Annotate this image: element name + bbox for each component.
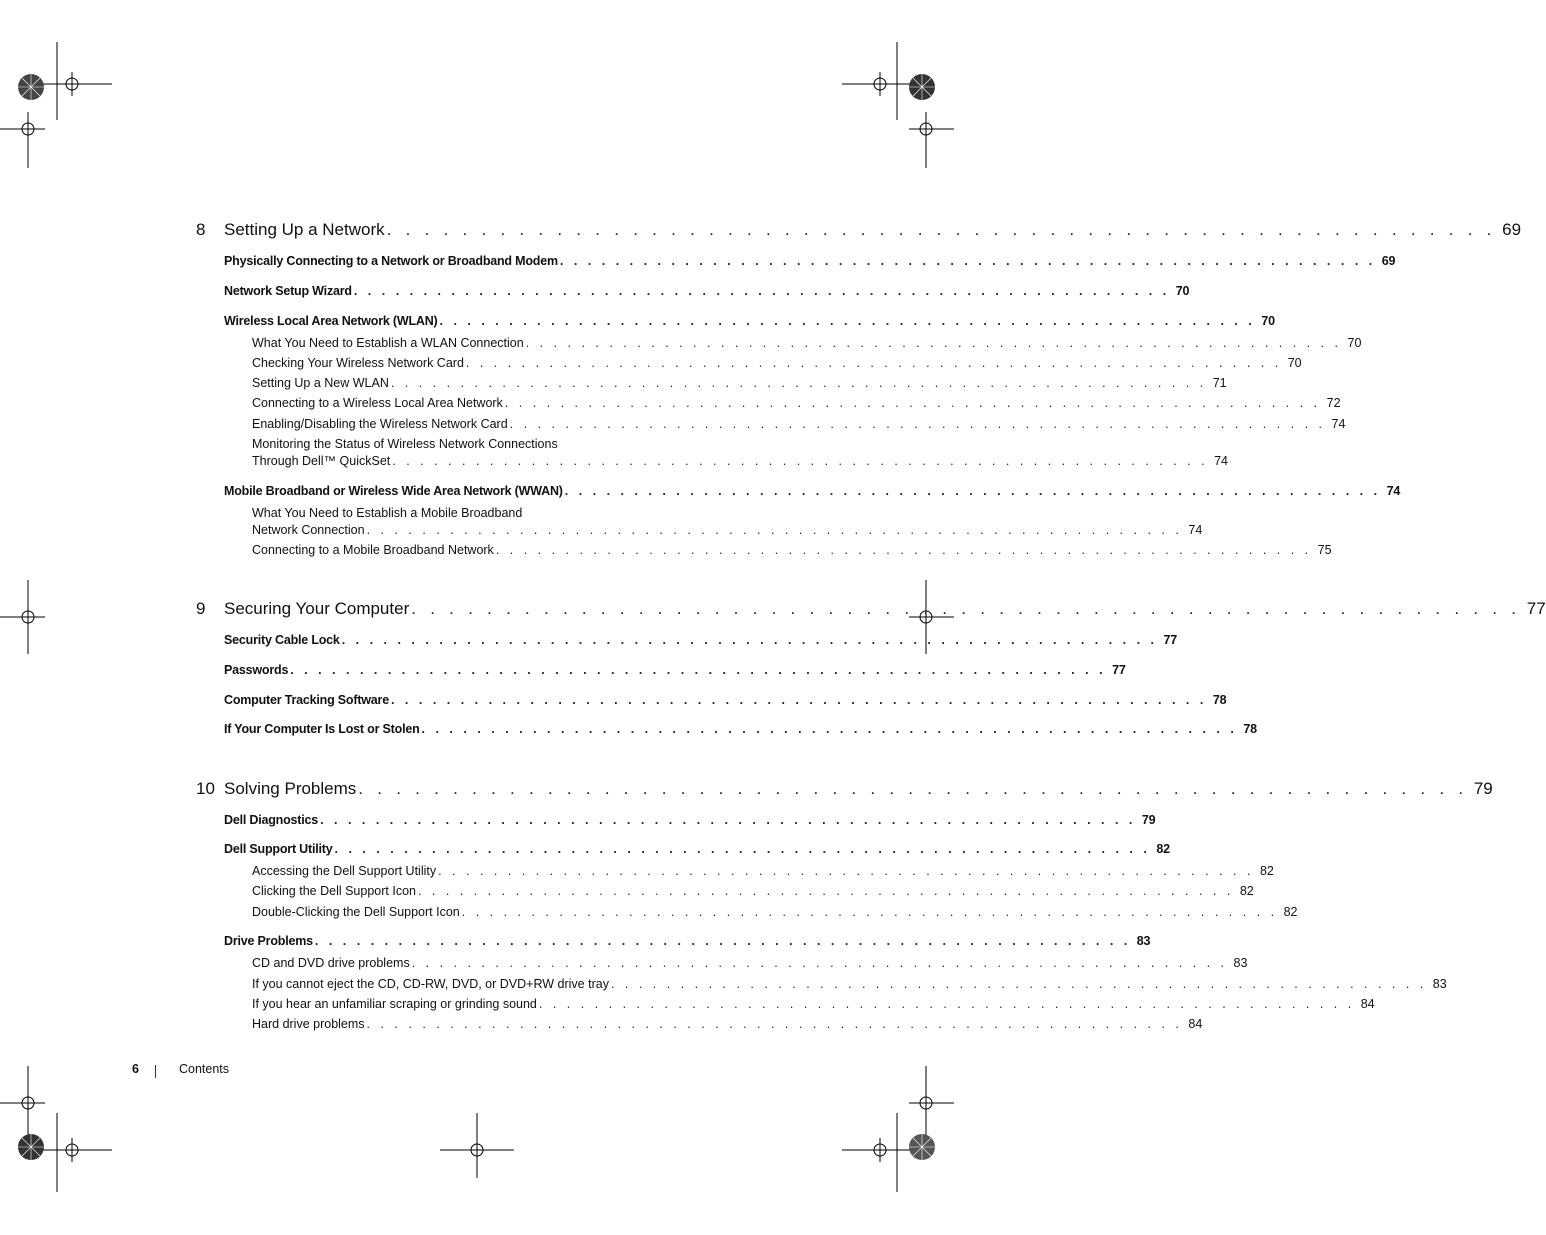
dot-leader: . . . . . . . . . . . . . . . . . . . . . . . . . . . . . . . . . . . . . . . . . . . . . . . . . . . . . . . . . . .	[439, 314, 1256, 328]
entry-page-number: 71	[1212, 376, 1227, 390]
entry-title: Physically Connecting to a Network or Broadband Modem	[224, 254, 558, 268]
section-entry[interactable]	[224, 813, 1156, 827]
entry-title: What You Need to Establish a WLAN Connection	[252, 336, 524, 350]
entry-title: Security Cable Lock	[224, 633, 340, 647]
dot-leader: . . . . . . . . . . . . . . . . . . . . . . . . . . . . . . . . . . . . . . . . . . . . . . . . . . . . . . . . . . .	[495, 543, 1312, 557]
entry-page-number: 69	[1502, 220, 1522, 239]
dot-leader: . . . . . . . . . . . . . . . . . . . . . . . . . . . . . . . . . . . . . . . . . . . . . . . . . . . . . . . . . . .	[341, 633, 1158, 647]
entry-page-number: 70	[1287, 356, 1302, 370]
section-entry[interactable]	[224, 254, 1396, 268]
entry-title: Passwords	[224, 663, 289, 677]
entry-page-number: 69	[1381, 254, 1396, 268]
subsection-entry[interactable]	[252, 376, 1227, 390]
entry-title: Enabling/Disabling the Wireless Network Card	[252, 417, 508, 431]
page-number: 6	[132, 1062, 139, 1076]
entry-title: Clicking the Dell Support Icon	[252, 884, 416, 898]
entry-title: Setting Up a Network	[224, 220, 385, 239]
section-entry[interactable]	[224, 693, 1227, 707]
dot-leader: . . . . . . . . . . . . . . . . . . . . . . . . . . . . . . . . . . . . . . . . . . . . . . . . . . . . . . . . . . .	[314, 934, 1131, 948]
subsection-entry[interactable]	[252, 543, 1332, 557]
subsection-entry[interactable]	[252, 396, 1341, 410]
entry-page-number: 72	[1326, 396, 1341, 410]
dot-leader: . . . . . . . . . . . . . . . . . . . . . . . . . . . . . . . . . . . . . . . . . . . . . . . . . . . . . . . . . . .	[559, 254, 1376, 268]
entry-page-number: 77	[1112, 663, 1126, 677]
entry-title: Connecting to a Wireless Local Area Network	[252, 396, 503, 410]
entry-title: Computer Tracking Software	[224, 693, 389, 707]
subsection-entry[interactable]	[252, 997, 1375, 1011]
dot-leader: . . . . . . . . . . . . . . . . . . . . . . . . . . . . . . . . . . . . . . . . . . . . . . . . . . . . . . . . . . .	[334, 842, 1151, 856]
dot-leader: . . . . . . . . . . . . . . . . . . . . . . . . . . . . . . . . . . . . . . . . . . . . . . . . . . . . . . . . . . .	[411, 599, 1521, 618]
section-entry[interactable]	[224, 842, 1170, 856]
entry-title: Securing Your Computer	[224, 599, 410, 618]
subsection-entry[interactable]	[252, 1017, 1203, 1031]
entry-page-number: 70	[1261, 314, 1275, 328]
footer-section-label: Contents	[179, 1062, 230, 1076]
entry-title: Accessing the Dell Support Utility	[252, 864, 437, 878]
subsection-entry[interactable]	[252, 905, 1298, 919]
entry-title: Setting Up a New WLAN	[252, 376, 389, 390]
entry-page-number: 84	[1360, 997, 1375, 1011]
entry-title-line1: What You Need to Establish a Mobile Broadband	[252, 506, 523, 520]
entry-page-number: 83	[1136, 934, 1151, 948]
subsection-entry[interactable]	[252, 884, 1254, 898]
entry-title: If Your Computer Is Lost or Stolen	[224, 722, 420, 736]
section-entry[interactable]	[224, 314, 1275, 328]
entry-title: Network Setup Wizard	[224, 284, 352, 298]
entry-page-number: 78	[1212, 693, 1227, 707]
entry-page-number: 84	[1188, 1017, 1203, 1031]
section-entry[interactable]	[224, 663, 1126, 677]
entry-title: Connecting to a Mobile Broadband Network	[252, 543, 494, 557]
subsection-entry[interactable]	[252, 523, 1203, 537]
entry-title: Network Connection	[252, 523, 365, 537]
dot-leader: . . . . . . . . . . . . . . . . . . . . . . . . . . . . . . . . . . . . . . . . . . . . . . . . . . . . . . . . . . .	[610, 977, 1427, 991]
entry-title: Checking Your Wireless Network Card	[252, 356, 464, 370]
entry-title: Mobile Broadband or Wireless Wide Area Network (WWAN)	[224, 484, 563, 498]
entry-page-number: 77	[1163, 633, 1178, 647]
entry-title: Solving Problems	[224, 779, 357, 798]
entry-page-number: 78	[1243, 722, 1257, 736]
entry-page-number: 82	[1239, 884, 1254, 898]
dot-leader: . . . . . . . . . . . . . . . . . . . . . . . . . . . . . . . . . . . . . . . . . . . . . . . . . . . . . . . . . . .	[392, 454, 1209, 468]
dot-leader: . . . . . . . . . . . . . . . . . . . . . . . . . . . . . . . . . . . . . . . . . . . . . . . . . . . . . . . . . . .	[509, 417, 1326, 431]
entry-page-number: 74	[1188, 523, 1203, 537]
subsection-entry[interactable]	[252, 956, 1248, 970]
entry-title: Through Dell™ QuickSet	[252, 454, 391, 468]
subsection-entry[interactable]	[252, 417, 1346, 431]
dot-leader: . . . . . . . . . . . . . . . . . . . . . . . . . . . . . . . . . . . . . . . . . . . . . . . . . . . . . . . . . . .	[320, 813, 1136, 827]
entry-page-number: 74	[1386, 484, 1401, 498]
dot-leader: . . . . . . . . . . . . . . . . . . . . . . . . . . . . . . . . . . . . . . . . . . . . . . . . . . . . . . . . . . .	[564, 484, 1381, 498]
section-entry[interactable]	[224, 484, 1401, 498]
section-entry[interactable]	[224, 284, 1190, 298]
dot-leader: . . . . . . . . . . . . . . . . . . . . . . . . . . . . . . . . . . . . . . . . . . . . . . . . . . . . . . . . . . .	[390, 693, 1207, 707]
dot-leader: . . . . . . . . . . . . . . . . . . . . . . . . . . . . . . . . . . . . . . . . . . . . . . . . . . . . . . . . . . .	[461, 905, 1278, 919]
entry-title: Dell Diagnostics	[224, 813, 319, 827]
subsection-entry[interactable]	[252, 977, 1447, 991]
entry-page-number: 83	[1233, 956, 1248, 970]
dot-leader: . . . . . . . . . . . . . . . . . . . . . . . . . . . . . . . . . . . . . . . . . . . . . . . . . . . . . . . . . . .	[421, 722, 1238, 736]
entry-page-number: 75	[1317, 543, 1332, 557]
section-entry[interactable]	[224, 934, 1151, 948]
dot-leader: . . . . . . . . . . . . . . . . . . . . . . . . . . . . . . . . . . . . . . . . . . . . . . . . . . . . . . . . . . .	[386, 220, 1497, 239]
entry-page-number: 70	[1347, 336, 1362, 350]
chapter-entry[interactable]	[196, 599, 1546, 619]
section-entry[interactable]	[224, 633, 1178, 647]
dot-leader: . . . . . . . . . . . . . . . . . . . . . . . . . . . . . . . . . . . . . . . . . . . . . . . . . . . . . . . . . . .	[358, 779, 1468, 798]
dot-leader: . . . . . . . . . . . . . . . . . . . . . . . . . . . . . . . . . . . . . . . . . . . . . . . . . . . . . . . . . . .	[438, 864, 1254, 878]
entry-page-number: 77	[1526, 599, 1546, 618]
entry-page-number: 70	[1175, 284, 1190, 298]
entry-page-number: 79	[1141, 813, 1156, 827]
dot-leader: . . . . . . . . . . . . . . . . . . . . . . . . . . . . . . . . . . . . . . . . . . . . . . . . . . . . . . . . . . .	[504, 396, 1321, 410]
entry-page-number: 82	[1156, 842, 1170, 856]
dot-leader: . . . . . . . . . . . . . . . . . . . . . . . . . . . . . . . . . . . . . . . . . . . . . . . . . . . . . . . . . . .	[417, 884, 1234, 898]
dot-leader: . . . . . . . . . . . . . . . . . . . . . . . . . . . . . . . . . . . . . . . . . . . . . . . . . . . . . . . . . . .	[366, 523, 1183, 537]
dot-leader: . . . . . . . . . . . . . . . . . . . . . . . . . . . . . . . . . . . . . . . . . . . . . . . . . . . . . . . . . . .	[538, 997, 1355, 1011]
entry-title: Hard drive problems	[252, 1017, 365, 1031]
dot-leader: . . . . . . . . . . . . . . . . . . . . . . . . . . . . . . . . . . . . . . . . . . . . . . . . . . . . . . . . . . .	[411, 956, 1228, 970]
chapter-entry[interactable]	[196, 220, 1522, 240]
subsection-entry[interactable]	[252, 356, 1302, 370]
dot-leader: . . . . . . . . . . . . . . . . . . . . . . . . . . . . . . . . . . . . . . . . . . . . . . . . . . . . . . . . . . .	[525, 336, 1342, 350]
entry-title: Double-Clicking the Dell Support Icon	[252, 905, 460, 919]
entry-page-number: 82	[1259, 864, 1274, 878]
entry-title: If you hear an unfamiliar scraping or grinding sound	[252, 997, 537, 1011]
subsection-entry[interactable]	[252, 336, 1362, 350]
subsection-entry[interactable]	[252, 864, 1274, 878]
dot-leader: . . . . . . . . . . . . . . . . . . . . . . . . . . . . . . . . . . . . . . . . . . . . . . . . . . . . . . . . . . .	[290, 663, 1107, 677]
entry-page-number: 79	[1473, 779, 1493, 798]
dot-leader: . . . . . . . . . . . . . . . . . . . . . . . . . . . . . . . . . . . . . . . . . . . . . . . . . . . . . . . . . . .	[465, 356, 1282, 370]
subsection-entry[interactable]	[252, 454, 1229, 468]
entry-page-number: 74	[1331, 417, 1346, 431]
entry-title: Dell Support Utility	[224, 842, 333, 856]
chapter-number: 10	[196, 779, 215, 798]
dot-leader: . . . . . . . . . . . . . . . . . . . . . . . . . . . . . . . . . . . . . . . . . . . . . . . . . . . . . . . . . . .	[366, 1017, 1183, 1031]
entry-title: Wireless Local Area Network (WLAN)	[224, 314, 438, 328]
footer-divider	[155, 1065, 156, 1078]
entry-title: Drive Problems	[224, 934, 313, 948]
chapter-entry[interactable]	[196, 779, 1493, 799]
entry-title: CD and DVD drive problems	[252, 956, 410, 970]
chapter-number: 8	[196, 220, 206, 239]
dot-leader: . . . . . . . . . . . . . . . . . . . . . . . . . . . . . . . . . . . . . . . . . . . . . . . . . . . . . . . . . . .	[390, 376, 1207, 390]
entry-title: If you cannot eject the CD, CD-RW, DVD, or DVD+RW drive tray	[252, 977, 609, 991]
entry-page-number: 83	[1432, 977, 1447, 991]
entry-title-line1: Monitoring the Status of Wireless Network Connections	[252, 437, 558, 451]
dot-leader: . . . . . . . . . . . . . . . . . . . . . . . . . . . . . . . . . . . . . . . . . . . . . . . . . . . . . . . . . . .	[353, 284, 1170, 298]
chapter-number: 9	[196, 599, 206, 618]
entry-page-number: 82	[1283, 905, 1298, 919]
section-entry[interactable]	[224, 722, 1257, 736]
entry-page-number: 74	[1214, 454, 1229, 468]
